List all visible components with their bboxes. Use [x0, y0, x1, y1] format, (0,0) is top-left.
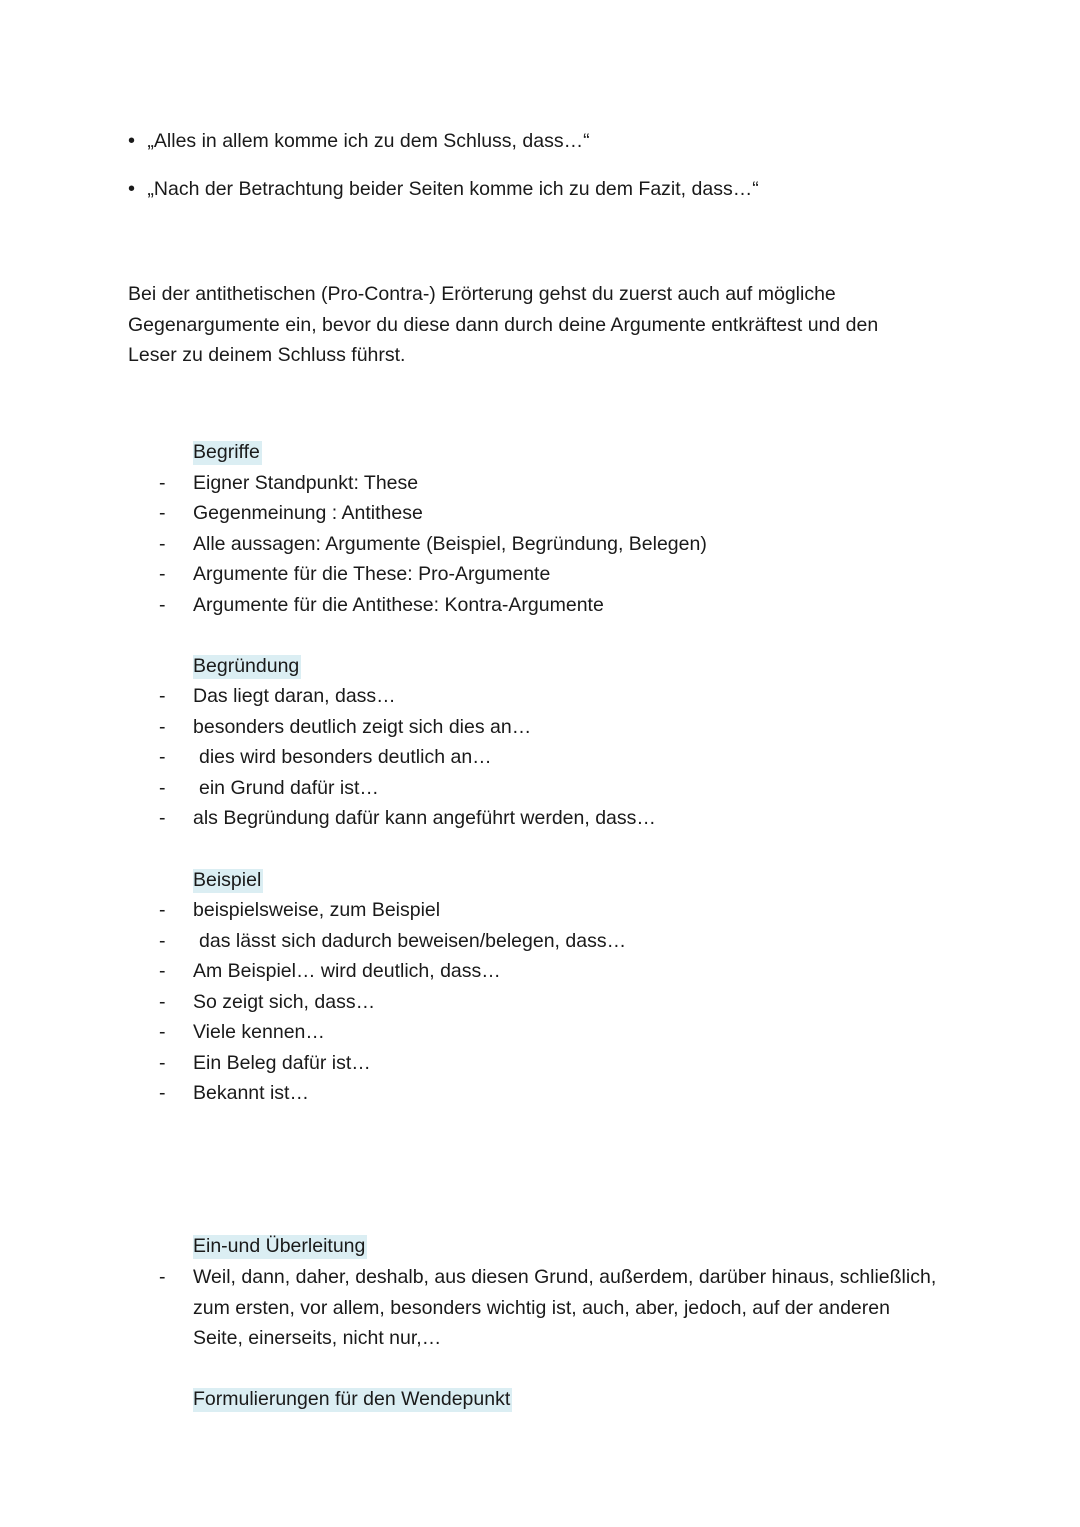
dash-icon: - — [159, 502, 166, 524]
list-item-text: Alle aussagen: Argumente (Beispiel, Begründung, Belegen) — [193, 533, 707, 555]
section-heading-begriffe — [193, 437, 262, 467]
quote-text: „Nach der Betrachtung beider Seiten komme ich zu dem Fazit, dass…“ — [147, 178, 759, 200]
list-item — [0, 803, 1000, 834]
dash-icon: - — [159, 899, 166, 921]
dash-icon: - — [159, 960, 166, 982]
dash-icon: - — [159, 1082, 166, 1104]
heading-text: Formulierungen für den Wendepunkt — [193, 1388, 511, 1410]
list-item-text: Ein Beleg dafür ist… — [193, 1052, 371, 1074]
list-item — [0, 895, 1000, 926]
paragraph-line: zum ersten, vor allem, besonders wichtig ist, auch, aber, jedoch, auf der anderen — [193, 1296, 890, 1319]
list-item-text: dies wird besonders deutlich an… — [199, 746, 492, 768]
section-heading-begruendung — [193, 651, 301, 681]
list-item — [0, 956, 1000, 987]
dash-icon: - — [159, 1052, 166, 1074]
list-item-text: Argumente für die These: Pro-Argumente — [193, 563, 551, 585]
list-item — [0, 773, 1000, 804]
section-heading-wendepunkt — [193, 1384, 512, 1414]
list-item — [0, 1078, 1000, 1109]
list-item-text: ein Grund dafür ist… — [199, 777, 379, 799]
dash-icon: - — [159, 594, 166, 616]
dash-icon: - — [159, 1266, 166, 1288]
list-item-text: beispielsweise, zum Beispiel — [193, 899, 441, 921]
dash-icon: - — [159, 807, 166, 829]
section-heading-beispiel — [193, 865, 263, 895]
dash-icon: - — [159, 563, 166, 585]
list-item — [0, 742, 1000, 773]
list-item-text: Viele kennen… — [193, 1021, 325, 1043]
dash-icon: - — [159, 472, 166, 494]
section-heading-ueberleitung — [193, 1231, 367, 1261]
transition-words-text — [193, 1262, 973, 1354]
heading-text: Begriffe — [193, 441, 260, 463]
list-item — [0, 1048, 1000, 1079]
list-item-text: Gegenmeinung : Antithese — [193, 502, 423, 524]
list-item-text: besonders deutlich zeigt sich dies an… — [193, 716, 532, 738]
dash-icon: - — [159, 716, 166, 738]
list-item — [0, 1017, 1000, 1048]
list-item-text: Das liegt daran, dass… — [193, 685, 396, 707]
list-item — [0, 498, 1000, 529]
bullet-icon: • — [128, 130, 136, 152]
list-item — [0, 926, 1000, 957]
heading-text: Ein-und Überleitung — [193, 1235, 366, 1257]
heading-text: Beispiel — [193, 869, 262, 891]
dash-icon: - — [159, 777, 166, 799]
list-item-text: Argumente für die Antithese: Kontra-Argumente — [193, 594, 604, 616]
list-item — [0, 987, 1000, 1018]
dash-icon: - — [159, 685, 166, 707]
paragraph-line: Weil, dann, daher, deshalb, aus diesen Grund, außerdem, darüber hinaus, schließlich, — [193, 1266, 937, 1288]
list-item-text: das lässt sich dadurch beweisen/belegen, dass… — [199, 930, 627, 952]
dash-icon: - — [159, 930, 166, 952]
heading-text: Begründung — [193, 655, 300, 677]
dash-icon: - — [159, 1021, 166, 1043]
list-item — [0, 681, 1000, 712]
paragraph-line: Gegenargumente ein, bevor du diese dann durch deine Argumente entkräftest und den — [128, 313, 879, 336]
quote-bullet — [128, 130, 590, 153]
paragraph-line: Seite, einerseits, nicht nur,… — [193, 1327, 442, 1349]
list-item — [0, 529, 1000, 560]
paragraph-line: Bei der antithetischen (Pro-Contra-) Erörterung gehst du zuerst auch auf mögliche — [128, 283, 836, 305]
list-item-text: Am Beispiel… wird deutlich, dass… — [193, 960, 501, 982]
list-item-text: So zeigt sich, dass… — [193, 991, 376, 1013]
list-item — [0, 590, 1000, 621]
bullet-icon: • — [128, 178, 136, 200]
dash-icon: - — [159, 533, 166, 555]
list-item — [0, 712, 1000, 743]
list-item — [0, 559, 1000, 590]
list-item-text: Bekannt ist… — [193, 1082, 309, 1104]
intro-paragraph — [128, 279, 928, 371]
dash-icon: - — [159, 991, 166, 1013]
dash-icon: - — [159, 746, 166, 768]
paragraph-line: Leser zu deinem Schluss führst. — [128, 344, 406, 366]
list-item-text: als Begründung dafür kann angeführt werden, dass… — [193, 807, 656, 829]
list-item — [0, 468, 1000, 499]
quote-bullet — [128, 178, 759, 201]
quote-text: „Alles in allem komme ich zu dem Schluss, dass…“ — [147, 130, 590, 152]
list-item-text: Eigner Standpunkt: These — [193, 472, 419, 494]
